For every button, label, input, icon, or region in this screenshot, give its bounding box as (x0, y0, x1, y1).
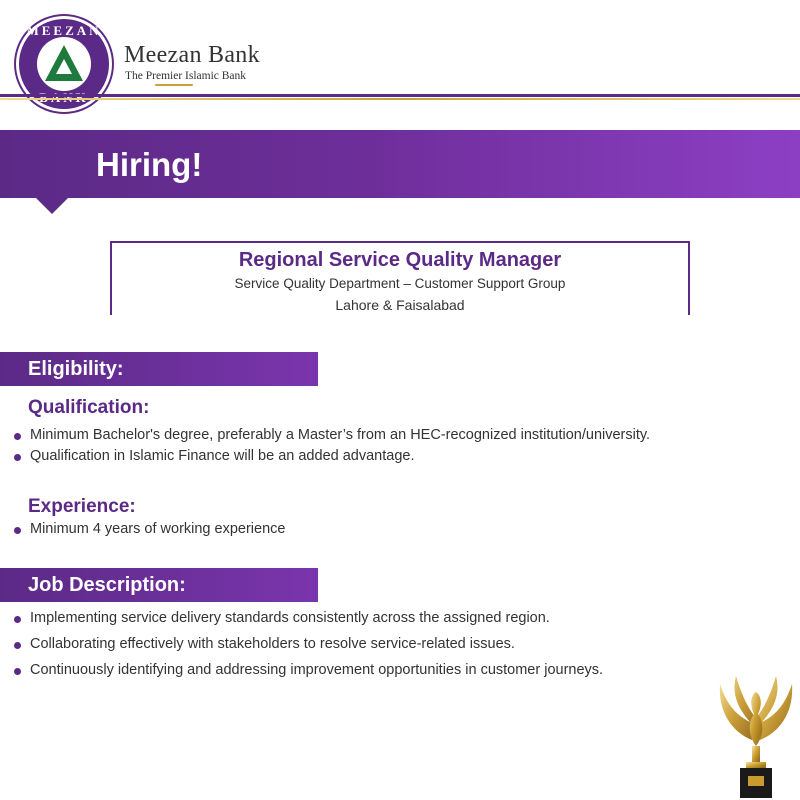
brand-tagline: The Premier Islamic Bank (125, 70, 247, 82)
experience-list (14, 521, 285, 537)
list-item-text: Implementing service delivery standards consistently across the assigned region. (30, 610, 550, 626)
list-item (14, 636, 603, 662)
list-item-text: Qualification in Islamic Finance will be an added advantage. (30, 448, 415, 464)
bullet-icon (14, 454, 21, 461)
list-item (14, 662, 603, 688)
list-item (14, 610, 603, 636)
tagline-underline (155, 84, 193, 86)
list-item-text: Collaborating effectively with stakeholders to resolve service-related issues. (30, 636, 515, 652)
job-title: Regional Service Quality Manager (238, 249, 562, 271)
bullet-icon (14, 642, 21, 649)
list-item (14, 427, 650, 448)
bullet-icon (14, 616, 21, 623)
phoenix-trophy-icon (712, 662, 800, 800)
eligibility-heading: Eligibility: (0, 352, 318, 386)
hiring-title: Hiring! (96, 146, 203, 183)
header-divider-gold (0, 98, 800, 100)
list-item-text: Continuously identifying and addressing improvement opportunities in customer journeys. (30, 662, 604, 678)
banner-pointer (36, 198, 68, 214)
job-description-heading: Job Description: (0, 568, 318, 602)
bullet-icon (14, 668, 21, 675)
bullet-icon (14, 433, 21, 440)
qualification-heading: Qualification: (28, 397, 150, 418)
header-divider (0, 94, 800, 97)
qualification-list (14, 427, 650, 469)
list-item-text: Minimum 4 years of working experience (30, 521, 286, 537)
job-description-list (14, 610, 603, 688)
job-location: Lahore & Faisalabad (335, 297, 465, 313)
list-item (14, 521, 285, 537)
experience-heading: Experience: (28, 496, 136, 517)
seal-top-text: MEEZAN (26, 23, 102, 38)
list-item-text: Minimum Bachelor's degree, preferably a Master’s from an HEC-recognized institution/university. (30, 427, 651, 443)
brand-name: Meezan Bank (124, 42, 260, 68)
job-department: Service Quality Department – Customer Support Group (234, 276, 566, 291)
bullet-icon (14, 527, 21, 534)
list-item (14, 448, 650, 469)
